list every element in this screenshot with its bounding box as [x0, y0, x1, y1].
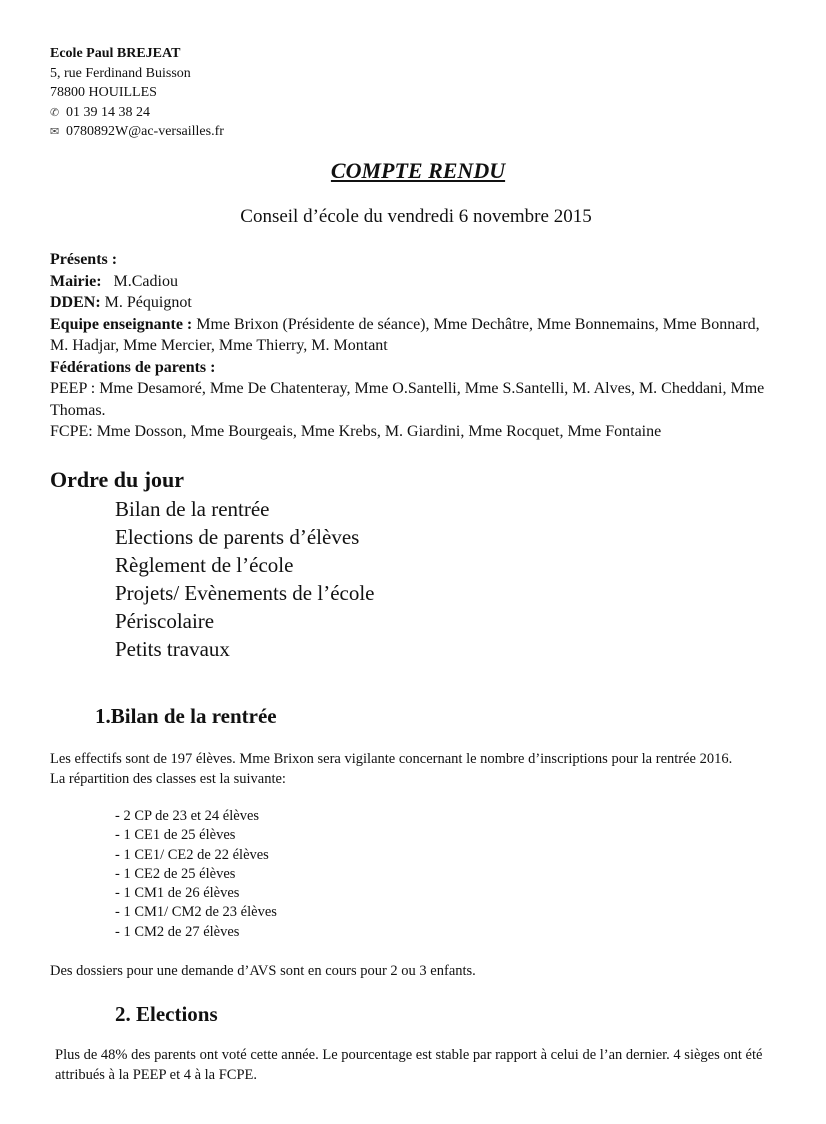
class-item: - 2 CP de 23 et 24 élèves — [115, 808, 260, 824]
class-item: - 1 CE2 de 25 élèves — [115, 865, 236, 882]
document-subtitle: Conseil d’école du vendredi 6 novembre 2015 — [240, 206, 592, 227]
attendees-label: Présents : — [50, 251, 118, 268]
school-header — [50, 44, 224, 142]
class-item: - 1 CM2 de 27 élèves — [115, 923, 240, 940]
agenda-item: Elections de parents d’élèves — [115, 525, 360, 549]
agenda-list — [115, 495, 375, 663]
school-name: Ecole Paul BREJEAT — [50, 46, 181, 61]
section1-para2: La répartition des classes est la suivante: — [50, 770, 286, 787]
school-email: 0780892W@ac-versailles.fr — [66, 124, 224, 139]
envelope-icon: ✉ — [50, 125, 60, 138]
school-city: 78800 HOUILLES — [50, 85, 157, 100]
section1-para1: Les effectifs sont de 197 élèves. Mme Brixon sera vigilante concernant le nombre d’inscriptions pour la rentrée 2016. — [50, 751, 733, 767]
class-list — [115, 807, 277, 942]
dden-value: M. Péquignot — [104, 294, 192, 311]
agenda-item: Petits travaux — [115, 637, 230, 661]
agenda-item: Bilan de la rentrée — [115, 497, 270, 521]
mairie-value: M.Cadiou — [113, 272, 178, 290]
federations-label: Fédérations de parents : — [50, 358, 216, 376]
fcpe-members: FCPE: Mme Dosson, Mme Bourgeais, Mme Krebs, M. Giardini, Mme Rocquet, Mme Fontaine — [50, 423, 662, 440]
school-phone-row — [50, 103, 224, 123]
section2-heading: 2. Elections — [115, 1002, 218, 1026]
school-address: 5, rue Ferdinand Buisson — [50, 65, 191, 81]
class-item: - 1 CE1/ CE2 de 22 élèves — [115, 846, 269, 863]
peep-members: PEEP : Mme Desamoré, Mme De Chatenteray, Mme O.Santelli, Mme S.Santelli, M. Alves, M. Cheddani, Mme Thomas. — [50, 380, 765, 419]
attendees-block — [50, 249, 770, 443]
mairie-label: Mairie: — [50, 272, 102, 290]
dden-label: DDEN: — [50, 294, 101, 311]
agenda-item: Règlement de l’école — [115, 553, 294, 577]
equipe-value: Mme Brixon (Présidente de séance), Mme Dechâtre, Mme Bonnemains, Mme Bonnard, M. Hadjar, Mme Mercier, Mme Thierry, M. Montant — [50, 315, 760, 354]
phone-icon: ✆ — [50, 105, 60, 119]
section1-text — [50, 750, 770, 789]
equipe-label: Equipe enseignante : — [50, 315, 193, 333]
agenda-item: Projets/ Evènements de l’école — [115, 581, 375, 605]
document-title: COMPTE RENDU — [330, 158, 506, 183]
class-item: - 1 CM1 de 26 élèves — [115, 885, 240, 902]
agenda-title: Ordre du jour — [50, 467, 185, 492]
section1-para3: Des dossiers pour une demande d’AVS sont en cours pour 2 ou 3 enfants. — [50, 963, 476, 979]
section2-para1: Plus de 48% des parents ont voté cette année. Le pourcentage est stable par rapport à celui de l’an dernier. 4 sièges ont été attribués à la PEEP et 4 à la FCPE. — [55, 1047, 763, 1083]
school-phone: 01 39 14 38 24 — [66, 104, 150, 120]
agenda-item: Périscolaire — [115, 609, 215, 633]
class-item: - 1 CM1/ CM2 de 23 élèves — [115, 904, 277, 921]
section1-heading: 1.Bilan de la rentrée — [95, 704, 277, 728]
class-item: - 1 CE1 de 25 élèves — [115, 827, 236, 844]
school-email-row — [50, 122, 224, 142]
